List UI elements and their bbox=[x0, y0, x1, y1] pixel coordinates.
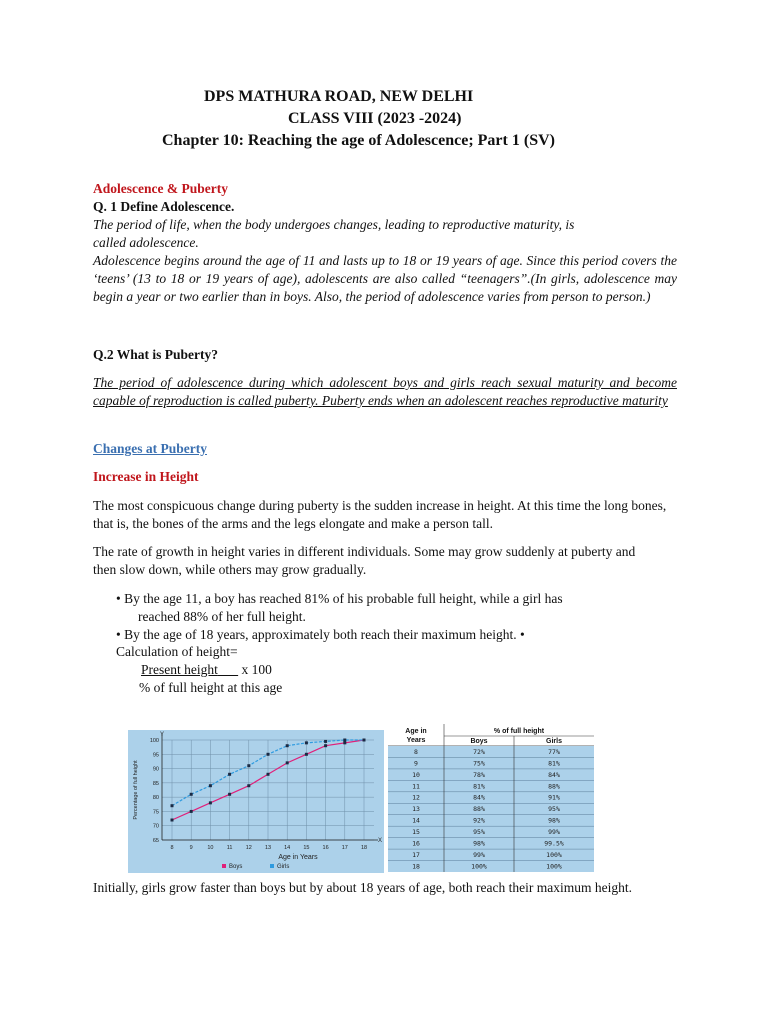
point-boys-10 bbox=[209, 801, 212, 804]
legend-swatch-girls bbox=[270, 864, 274, 868]
point-boys-13 bbox=[267, 773, 270, 776]
cell-boys: 98% bbox=[473, 839, 485, 848]
x-tick-label: 12 bbox=[245, 845, 252, 851]
cell-boys: 72% bbox=[473, 747, 485, 756]
x-tick-label: 18 bbox=[360, 845, 368, 851]
increase-in-height-heading: Increase in Height bbox=[93, 469, 199, 484]
point-girls-11 bbox=[228, 773, 231, 776]
y-tick-label: 90 bbox=[152, 766, 159, 773]
point-girls-17 bbox=[343, 739, 346, 742]
conclusion-paragraph: Initially, girls grow faster than boys but by about 18 years of age, both reach their maximum height. bbox=[93, 880, 632, 895]
point-boys-16 bbox=[324, 744, 327, 747]
header-boys: Boys bbox=[470, 738, 488, 745]
point-boys-8 bbox=[171, 819, 174, 822]
cell-age: 16 bbox=[412, 839, 420, 848]
y-tick-label: 80 bbox=[152, 795, 159, 802]
x-tick-label: 16 bbox=[322, 845, 329, 851]
x-axis-letter: X bbox=[378, 838, 383, 844]
cell-age: 17 bbox=[412, 851, 420, 860]
table-svg bbox=[388, 724, 594, 872]
cell-age: 8 bbox=[414, 747, 418, 756]
x-tick-label: 9 bbox=[189, 845, 193, 851]
answer-1-line-2: called adolescence. bbox=[93, 235, 199, 250]
cell-age: 13 bbox=[412, 805, 420, 814]
chart-svg bbox=[128, 730, 384, 873]
question-2: Q.2 What is Puberty? bbox=[93, 347, 219, 362]
cell-girls: 98% bbox=[548, 816, 560, 825]
formula-denominator: % of full height at this age bbox=[139, 680, 283, 695]
header-age-line-2: Years bbox=[406, 737, 426, 744]
puberty-answer: The period of adolescence during which adolescent boys and girls reach sexual maturity and become capable of reproduction is called puberty. Puberty ends when an adolescent reaches reproductive maturity bbox=[93, 375, 677, 408]
times-100-text: x 100 bbox=[241, 662, 272, 677]
header-girls: Girls bbox=[546, 738, 562, 745]
point-boys-15 bbox=[305, 753, 308, 756]
x-tick-label: 15 bbox=[303, 845, 310, 851]
point-girls-10 bbox=[209, 784, 212, 787]
y-tick-label: 75 bbox=[152, 809, 159, 816]
bullet-1-line-2: reached 88% of her full height. bbox=[138, 609, 306, 624]
x-tick-label: 13 bbox=[264, 845, 272, 851]
point-boys-17 bbox=[343, 741, 346, 744]
formula-numerator bbox=[141, 661, 272, 679]
cell-boys: 100% bbox=[471, 862, 487, 871]
cell-girls: 99% bbox=[548, 828, 560, 837]
cell-age: 11 bbox=[412, 782, 420, 791]
changes-at-puberty-heading: Changes at Puberty bbox=[93, 441, 207, 456]
bullet-2: • By the age of 18 years, approximately both reach their maximum height. • bbox=[116, 627, 525, 642]
header-age-line-1: Age in bbox=[405, 728, 427, 735]
cell-boys: 75% bbox=[473, 759, 485, 768]
height-growth-chart bbox=[128, 730, 384, 873]
cell-boys: 95% bbox=[473, 828, 485, 837]
y-tick-label: 95 bbox=[152, 752, 159, 759]
y-tick-label: 100 bbox=[149, 738, 159, 744]
y-tick-label: 65 bbox=[152, 838, 159, 844]
cell-boys: 92% bbox=[473, 816, 485, 825]
point-boys-11 bbox=[228, 793, 231, 796]
cell-girls: 99.5% bbox=[544, 839, 564, 848]
cell-girls: 100% bbox=[546, 851, 562, 860]
point-boys-14 bbox=[286, 761, 289, 764]
school-name: DPS MATHURA ROAD, NEW DELHI bbox=[204, 88, 474, 105]
adolescence-paragraph: Adolescence begins around the age of 11 and lasts up to 18 or 19 years of age. Since this period covers the ‘teens’ (13 to 18 or 19 years of age), adolescents are also called “teenagers”.(In girls, adolescence may begin a year or two earlier than in boys. Also, the period of adolescence varies from person to person.) bbox=[93, 253, 677, 304]
cell-age: 12 bbox=[412, 793, 420, 802]
cell-girls: 91% bbox=[548, 793, 560, 802]
height-percentage-table bbox=[388, 724, 594, 872]
cell-boys: 81% bbox=[473, 782, 485, 791]
cell-girls: 81% bbox=[548, 759, 560, 768]
point-girls-18 bbox=[363, 739, 366, 742]
legend-label-boys: Boys bbox=[229, 864, 243, 870]
x-tick-label: 17 bbox=[341, 845, 348, 851]
x-tick-label: 14 bbox=[284, 845, 291, 851]
point-girls-12 bbox=[247, 764, 250, 767]
x-tick-label: 8 bbox=[170, 845, 174, 851]
cell-girls: 95% bbox=[548, 805, 560, 814]
height-paragraph-2: The rate of growth in height varies in different individuals. Some may grow suddenly at puberty and then slow down, while others may grow gradually. bbox=[93, 544, 636, 577]
point-girls-16 bbox=[324, 740, 327, 743]
point-boys-12 bbox=[247, 784, 250, 787]
section-heading-adolescence: Adolescence & Puberty bbox=[93, 181, 228, 196]
cell-age: 15 bbox=[412, 828, 420, 837]
cell-girls: 77% bbox=[548, 747, 560, 756]
x-tick-label: 11 bbox=[226, 845, 233, 851]
cell-age: 9 bbox=[414, 759, 418, 768]
cell-girls: 84% bbox=[548, 770, 560, 779]
question-1: Q. 1 Define Adolescence. bbox=[93, 199, 235, 214]
cell-boys: 99% bbox=[473, 851, 485, 860]
point-girls-9 bbox=[190, 793, 193, 796]
cell-age: 18 bbox=[412, 862, 420, 871]
bullet-1-line-1: • By the age 11, a boy has reached 81% of his probable full height, while a girl has bbox=[116, 591, 563, 606]
x-axis-label: Age in Years bbox=[278, 854, 318, 861]
present-height-text: Present height bbox=[141, 662, 218, 677]
answer-1-line-1: The period of life, when the body undergoes changes, leading to reproductive maturity, is bbox=[93, 217, 575, 232]
point-girls-13 bbox=[267, 753, 270, 756]
cell-age: 10 bbox=[412, 770, 420, 779]
height-paragraph-1: The most conspicuous change during puberty is the sudden increase in height. At this time the long bones, that is, the bones of the arms and the legs elongate and make a person tall. bbox=[93, 498, 667, 531]
class-title: CLASS VIII (2023 -2024) bbox=[288, 110, 462, 127]
point-girls-14 bbox=[286, 744, 289, 747]
chapter-title: Chapter 10: Reaching the age of Adolescence; Part 1 (SV) bbox=[162, 132, 555, 149]
y-tick-label: 85 bbox=[152, 780, 159, 787]
cell-boys: 84% bbox=[473, 793, 485, 802]
cell-boys: 78% bbox=[473, 770, 485, 779]
legend-label-girls: Girls bbox=[277, 864, 290, 870]
calculation-label: Calculation of height= bbox=[116, 644, 238, 659]
point-girls-8 bbox=[171, 804, 174, 807]
y-tick-label: 70 bbox=[152, 823, 159, 830]
cell-girls: 100% bbox=[546, 862, 562, 871]
cell-girls: 88% bbox=[548, 782, 560, 791]
x-tick-label: 10 bbox=[207, 845, 214, 851]
legend-swatch-boys bbox=[222, 864, 226, 868]
cell-age: 14 bbox=[412, 816, 420, 825]
cell-boys: 88% bbox=[473, 805, 485, 814]
header-percent-group: % of full height bbox=[493, 728, 545, 735]
point-boys-9 bbox=[190, 810, 193, 813]
y-axis-letter: Y bbox=[160, 732, 165, 738]
point-girls-15 bbox=[305, 741, 308, 744]
y-axis-label: Percentage of full height bbox=[133, 760, 139, 820]
